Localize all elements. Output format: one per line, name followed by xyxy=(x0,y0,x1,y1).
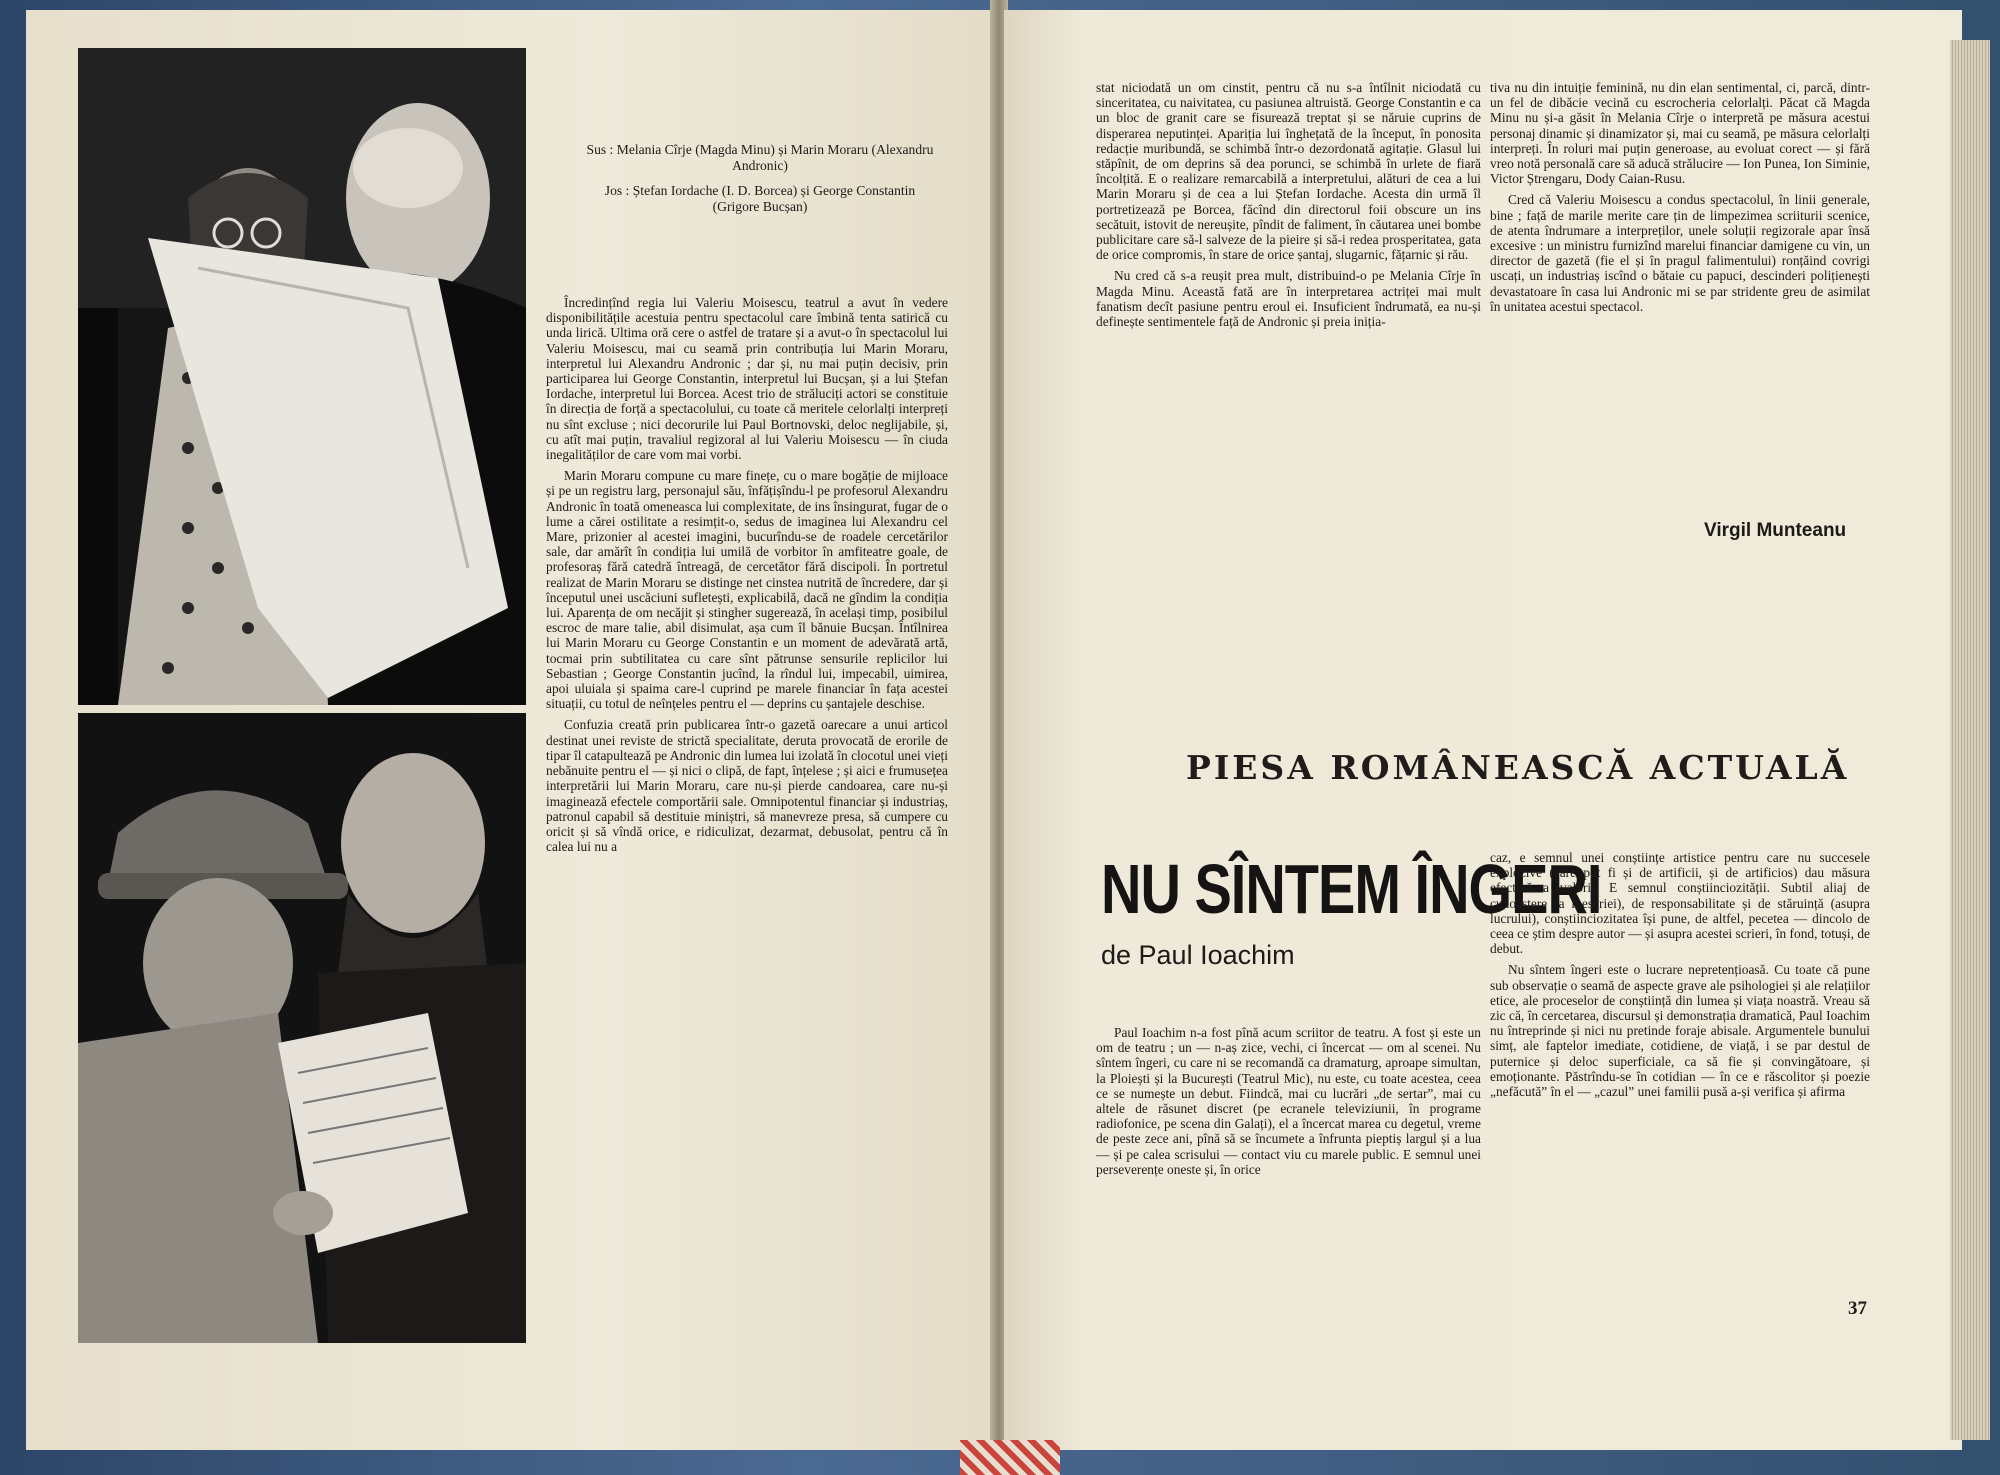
review-signature: Virgil Munteanu xyxy=(1704,520,1847,541)
paragraph: Încredințînd regia lui Valeriu Moisescu, teatrul a avut în vedere disponibilitățile acestuia pentru spectacolul care îmbină tenta satirică cu unda lirică. Ultima oră cere o astfel de tratare și a avut-o în spectacolul lui Valeriu Moisescu, mai cu seamă prin contribuția lui Marin Moraru, interpretul lui Alexandru Andronic ; dar și, nu mai puțin decisiv, prin participarea lui George Constantin, interpretul lui Bucșan, și a lui Ștefan Iordache, interpretul lui Borcea. Acest trio de străluciți actori se constituie în direcția de forță a spectacolului, cu toate că meritele celorlalți interpreți nu sînt excluse ; nici decorurile lui Paul Bortnovski, deloc neglijabile, și, cu atît mai puțin, travaliul regizoral al lui Valeriu Moisescu — în ciuda inegalităților de care vom mai vorbi. xyxy=(546,295,948,463)
section-title: PIESA ROMÂNEASCĂ ACTUALĂ xyxy=(1186,748,1850,787)
paragraph: tiva nu din intuiție feminină, nu din elan sentimental, ci, parcă, dintr-un fel de dibăcie vecină cu escrocheria celorlalți. Păcat că Magda Minu nu și-a găsit în Melania Cîrje o interpretă pe măsura acestui personaj dinamic și dinamizator și, mai cu seamă, pe măsura celorlalți interpreți. În roluri mai puțin generoase, au evoluat corect — și fără vreo notă personală care să aducă strălucire — Ion Punea, Ion Siminie, Victor Ștrengaru, Dody Caian-Rusu. xyxy=(1490,80,1870,187)
page-number: 37 xyxy=(1848,1298,1867,1319)
caption-bottom: Jos : Ștefan Iordache (I. D. Borcea) și George Constantin (Grigore Bucșan) xyxy=(604,183,916,214)
paragraph: Confuzia creată prin publicarea într-o gazetă oarecare a unui articol destinat unei reviste de strictă specialitate, deruta provocată de erorile de tipar îl catapultează pe Andronic din lumea lui izolată în clocotul unei vieți nebănuite pentru el — și nici o clipă, de fapt, înțelese ; și aici e frumusețea interpretării lui Marin Moraru, care nu-și pierde candoarea, care nu-și imaginează efectele comportării sale. Omnipotentul financiar și industriaș, patronul capabil să destituie miniștri, să manevreze presa, să cumpere cu oricit și să vîndă orice, e ridiculizat, dezarmat, debusolat, pentru că în calea lui nu a xyxy=(546,717,948,855)
right-body-column-2 xyxy=(1490,80,1870,320)
caption-top: Sus : Melania Cîrje (Magda Minu) și Marin Moraru (Alexandru Andronic) xyxy=(586,142,934,173)
left-body-column xyxy=(546,295,948,860)
paragraph: Marin Moraru compune cu mare finețe, cu o mare bogăție de mijloace și pe un registru larg, personajul său, înfățișîndu-l pe profesorul Alexandru Andronic în toată omeneasca lui complexitate, de ins însingurat, fugar de o lume a cărei ostilitate a resimțit-o, sedus de imaginea lui Alexandru cel Mare, prizonier al acestei imagini, bucurîndu-se de roadele cercetărilor sale, dar amărît în condiția lui umilă de vorbitor în amfiteatre goale, de profesoraș fără catedră întreagă, de cercetător fără discipoli. În portretul realizat de Marin Moraru se distinge net cinstea nutrită de încredere, dar și începutul unei uscăciuni sufletești, explicabilă, dacă ne gîndim la condiția lui. Aparența de om necăjit și stingher sugerează, în același timp, posibilul escroc de mare talie, abil disimulat, așa cum îl bănuie Bucșan. Întîlnirea lui Marin Moraru cu George Constantin e un moment de adevărată artă, tocmai prin subtilitatea cu care sînt pătrunse sensurile replicilor lui Sebastian ; George Constantin jucînd, la rîndul lui, impecabil, uimirea, apoi uluiala și spaima care-l cuprind pe marele financiar în fața acestei situații, cu totul de neînțeles pentru el — deprins cu șantajele deschise. xyxy=(546,468,948,712)
paragraph: Paul Ioachim n-a fost pînă acum scriitor de teatru. A fost și este un om de teatru ; un — n-aș zice, vechi, ci încercat — om al scenei. Nu sîntem îngeri, cu care ni se recomandă ca dramaturg, aproape simultan, la Ploiești și la București (Teatrul Mic), nu este, cu toate acestea, ceea ce se numește un debut. Fiindcă, mai cu lucrări „de sertar”, mai cu altele de răsunet discret (pe ecranele televiziunii, în programe radiofonice, pe scena din Galați), el a încercat marea cu degetul, vreme de peste zece ani, pînă să se încumete a înfrunta pieptiș largul și a lua — și pe calea scrisului — contact viu cu marele public. E semnul unei perseverențe oneste și, în orice xyxy=(1096,1025,1481,1177)
right-body-column-1 xyxy=(1096,80,1481,335)
paragraph: Cred că Valeriu Moisescu a condus spectacolul, în linii generale, bine ; față de marile merite care țin de limpezimea scriiturii scenice, de atenta îndrumare a interpreților, unele soluții regizorale apar însă excesive : un ministru furnizînd marelui financiar damigene cu vin, un director de gazetă (fie el și în pragul falimentului) ronțăind covrigi uscați, un industriaș iscînd o bătaie cu papuci, descinderi polițienești devastatoare în casa lui Andronic mi se par stridente greu de asimilat în unitatea acestui spectacol. xyxy=(1490,192,1870,314)
article-column-2 xyxy=(1490,850,1870,1105)
paragraph: caz, e semnul unei conștiințe artistice pentru care nu succesele explozive (care pot fi și de artificii, și de artificios) dau măsura efectivă a valorii. E semnul conștiinciozității. Subtil aliaj de cunoaștere (a meseriei), de responsabilitate și de stăruință (asupra lucrului), conștiinciozitatea își pune, de altfel, pecetea — dincolo de ceea ce știm despre autor — și asupra acestei scrieri, în fond, totuși, de debut. xyxy=(1490,850,1870,957)
page-edges xyxy=(1950,40,1990,1440)
paragraph: stat niciodată un om cinstit, pentru că nu s-a întîlnit niciodată cu sinceritatea, cu naivitatea, cu pasiunea altruistă. George Constantin e ca un bloc de granit care se fisurează treptat și se năruie cuprins de disperarea neputinței. Apariția lui înghețată de la început, în ponosita redacție muribundă, se schimbă într-o dezordonată agitație. Glasul lui stăpînit, de om deprins să dea porunci, se schimbă în urlete de fiară încolțită. E o realizare remarcabilă a interpretului, alături de cea a lui Marin Moraru și de cea a lui Ștefan Iordache. Acesta din urmă îl portretizează pe Borcea, făcînd din directorul foii obscure un ins secătuit, istovit de nereușite, pîndit de faliment, în căutarea unei bombe publicitare care să-l salveze de la pieire și să-i redea prosperitatea, gata de orice compromis, în stare de orice șantaj, slugarnic, fățarnic și rău. xyxy=(1096,80,1481,263)
photo-caption xyxy=(581,142,939,224)
article-column-1 xyxy=(1096,1025,1481,1183)
binding-thread xyxy=(960,1440,1060,1475)
paragraph: Nu sîntem îngeri este o lucrare nepretențioasă. Cu toate că pune sub observație o seamă de aspecte grave ale psihologiei și ale relațiilor etice, ale proceselor de conștiință din lumea și viața noastră. Vreau să zic că, în cercetarea, discursul și demonstrația dramatică, Paul Ioachim nu întreprinde și nici nu pretinde foraje abisale. Argumentele bunului simț, ale faptelor imediate, cotidiene, de viață, i se par destul de puternice și deloc superficiale, ca să fie și convingătoare, și emoționante. Păstrîndu-se în cotidian — în ce e răscolitor și poezie „nefăcută” în el — „cazul” unei familii pusă a-și verifica și afirma xyxy=(1490,962,1870,1100)
article-byline: de Paul Ioachim xyxy=(1101,940,1295,970)
paragraph: Nu cred că s-a reușit prea mult, distribuind-o pe Melania Cîrje în Magda Minu. Această fată are în interpretarea actriței mai mult fanatism decît pasiune pentru eroul ei. Insuficient îndrumată, ea nu-și definește sentimentele față de Andronic și preia iniția- xyxy=(1096,268,1481,330)
photo-bottom xyxy=(78,713,526,1343)
left-page xyxy=(26,10,994,1450)
photo-top xyxy=(78,48,526,705)
right-page xyxy=(1004,10,1962,1450)
article-title: NU SÎNTEM ÎNGERI xyxy=(1101,849,1602,928)
